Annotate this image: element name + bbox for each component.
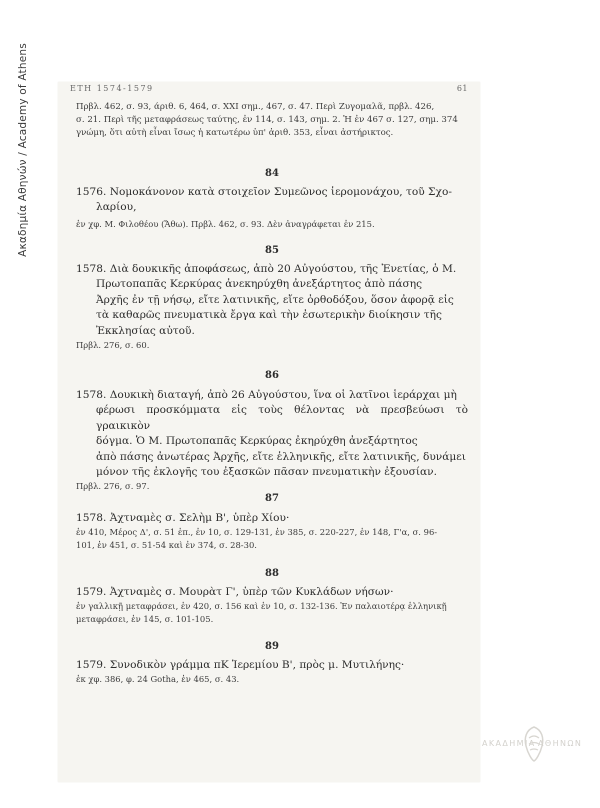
entry-87: [76, 511, 468, 552]
entry-note: ἐν χφ. Μ. Φιλοθέου (Ἄθω). Πρβλ. 462, σ. 93. Δὲν ἀναγράφεται ἐν 215.: [76, 218, 375, 229]
logo-text-left: ΑΚΑΔΗΜΙΑ: [482, 739, 536, 748]
entry-note: Πρβλ. 276, σ. 97.: [76, 481, 150, 492]
entry-line: 1576. Νομοκάνονον κατὰ στοιχεῖον Συμεῶνος ἱερομονάχου, τοῦ Σχο-: [76, 186, 452, 198]
entry-line: 1579. Συνοδικὸν γράμμα πΚ Ἱερεμίου Β', πρὸς μ. Μυτιλήνης·: [76, 659, 405, 671]
entry-88: [76, 585, 468, 626]
logo-text-right: ΑΘΗΝΩΝ: [538, 739, 583, 748]
entry-note: μεταφράσει, ἐν 145, σ. 101-105.: [76, 614, 214, 625]
entry-line: μόνον τῆς ἐκλογῆς του ἐξασκῶν πᾶσαν πνευματικὴν ἐξουσίαν.: [96, 466, 437, 479]
entry-number: 84: [265, 168, 279, 179]
entry-line: λαρίου,: [96, 201, 137, 214]
header-title: ΕΤΗ 1574-1579: [70, 84, 154, 93]
entry-line: 1578. Δουκικὴ διαταγή, ἀπὸ 26 Αὐγούστου, ἵνα οἱ λατῖνοι ἱεράρχαι μὴ: [76, 389, 457, 401]
entry-note: ἐν 410, Μέρος Δ', σ. 51 ἐπ., ἐν 10, σ. 129-131, ἐν 385, σ. 220-227, ἐν 148, Γ'α, σ. 96-: [76, 527, 438, 538]
entry-86: [76, 388, 468, 493]
entry-number: 87: [265, 493, 279, 504]
entry-line: Ἐκκλησίας αὐτοῦ.: [96, 324, 195, 337]
note-line: Πρβλ. 462, σ. 93, άριθ. 6, 464, σ. XXI σημ., 467, σ. 47. Περὶ Ζυγομαλᾶ, πρβλ. 426,: [76, 102, 435, 112]
entry-line: φέρωσι προσκόμματα εἰς τοὺς θέλοντας νὰ πρεσβεύωσι τὸ γραικικὸν: [96, 404, 468, 432]
entry-note: ἐν γαλλικῇ μεταφράσει, ἐν 420, σ. 156 καὶ ἐν 10, σ. 132-136. Ἐν παλαιοτέρᾳ ἑλληνικῇ: [76, 601, 447, 612]
top-note: [76, 101, 468, 140]
entry-line: 1579. Ἀχτναμὲς σ. Μουρὰτ Γ', ὑπὲρ τῶν Κυκλάδων νήσων·: [76, 586, 394, 598]
entry-note: 101, ἐν 451, σ. 51-54 καὶ ἐν 374, σ. 28-30.: [76, 540, 257, 551]
entry-number: 85: [265, 245, 279, 256]
entry-number: 89: [265, 641, 279, 652]
entry-line: 1578. Διὰ δουκικῆς ἀποφάσεως, ἀπὸ 20 Αὐγούστου, τῆς Ἐνετίας, ὁ Μ.: [76, 263, 457, 275]
note-line: γνώμη, ὅτι αὐτὴ εἶναι ἴσως ἡ κατωτέρω ὑπ' ἀριθ. 353, εἶναι ἀστήρικτος.: [76, 128, 394, 138]
entry-84: [76, 185, 468, 231]
entry-number: 86: [265, 370, 279, 381]
watermark-text: Ακαδημία Αθηνών / Academy of Athens: [17, 43, 29, 257]
entry-line: ἀπὸ πάσης ἀνωτέρας Ἀρχῆς, εἴτε ἑλληνικῆς, εἴτε λατινικῆς, δυνάμει: [96, 450, 466, 463]
side-watermark: [8, 30, 38, 270]
entry-line: τὰ καθαρῶς πνευματικὰ ἔργα καὶ τὴν ἐσωτερικὴν διοίκησιν τῆς: [96, 309, 442, 322]
note-line: σ. 21. Περὶ τῆς μεταφράσεως ταύτης, ἐν 114, σ. 143, σημ. 2. Ἡ ἐν 467 σ. 127, σημ. 374: [76, 115, 458, 125]
entry-note: ἐκ χφ. 386, φ. 24 Gotha, ἐν 465, σ. 43.: [76, 674, 240, 685]
entry-89: [76, 658, 468, 686]
entry-note: Πρβλ. 276, σ. 60.: [76, 340, 150, 351]
entry-85: [76, 262, 468, 352]
entry-line: Ἀρχῆς ἐν τῇ νήσῳ, εἴτε λατινικῆς, εἴτε ὀρθοδόξου, ὅσον ἀφορᾷ εἰς: [96, 293, 454, 306]
entry-line: Πρωτοπαπᾶς Κερκύρας ἀνεκηρύχθη ἀνεξάρτητος ἀπὸ πάσης: [96, 278, 423, 291]
running-header: [70, 84, 468, 96]
entry-line: δόγμα. Ὁ Μ. Πρωτοπαπᾶς Κερκύρας ἐκηρύχθη ἀνεξάρτητος: [96, 435, 418, 448]
page-number: 61: [456, 84, 468, 93]
entry-number: 88: [265, 568, 279, 579]
entry-line: 1578. Ἀχτναμὲς σ. Σελὴμ Β', ὑπὲρ Χίου·: [76, 512, 290, 524]
